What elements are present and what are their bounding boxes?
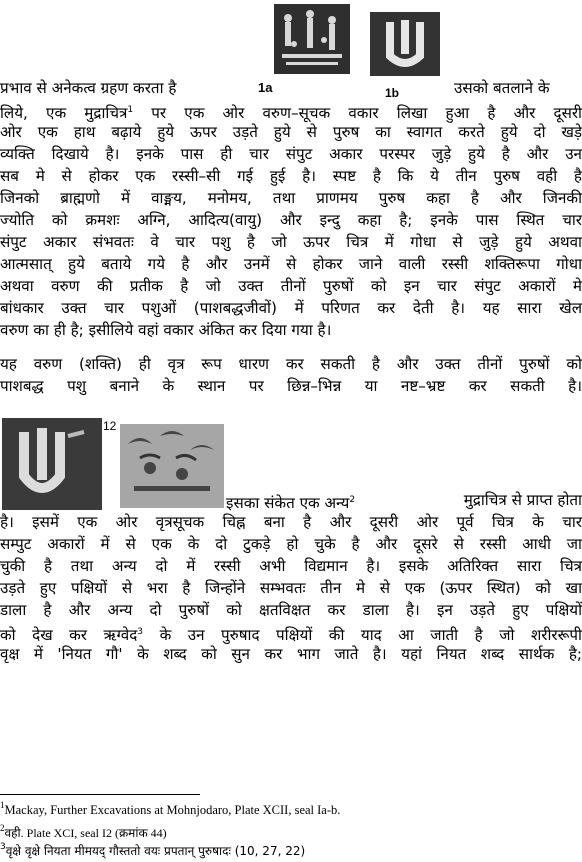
para1-line-1-end: उसको बतलाने के	[454, 79, 550, 97]
text-segment: लिये, एक मुद्राचित्र	[0, 104, 128, 122]
footnote-3	[0, 842, 305, 859]
footnote-2	[0, 823, 167, 841]
para1-line-6: जिनको ब्राह्मणो में वाङ्मय, मनोमय, तथा प्राणमय पुरुष कहा है और जिनकी	[0, 189, 582, 207]
figure-label-12: 12	[103, 419, 117, 433]
para3-line-4: चुकी है तथा अन्य दो में रस्सी अभी विद्यमान है। इसके अतिरिक्त सारा चित्र	[0, 557, 582, 575]
footnote-1-mark: 1	[0, 800, 5, 810]
para1-line-5: सब मे से होकर एक रस्सी–सी गई हुई है। स्पष्ट है कि ये तीन पुरुष वही है	[0, 167, 582, 185]
para1-line-10: अथवा वरुण की प्रतीक है जो उक्त तीनों पुरुषों को इन चार संपुट अकारों मे	[0, 277, 582, 295]
para2-line-2: पाशबद्ध पशु बनाने के स्थान पर छिन्न–भिन्न या नष्ट–भ्रष्ट कर सकती है।	[0, 377, 582, 395]
text-segment: इसका संकेत एक अन्य	[226, 494, 350, 512]
para2-line-1: यह वरुण (शक्ति) ही वृत्र रूप धारण कर सकती है और उक्त तीनों पुरुषों को	[0, 355, 582, 373]
para1-line-3: ओर एक हाथ बढ़ाये हुये ऊपर उड़ते हुये से पुरुष का स्वागत करते हुये दो खड़े	[0, 123, 582, 141]
para1-line-4: व्यक्ति दिखाये है। इनके पास ही चार संपुट अकार परस्पर जुड़े हुये है और उन	[0, 145, 582, 163]
footnote-ref-1: 1	[127, 105, 134, 115]
para1-line-12: वरुण का ही है; इसीलिये वहां वकार अंकित कर दिया गया है।	[0, 321, 332, 339]
para1-line-11: बांधकार उक्त चार पशुओं (पाशबद्धजीवों) में परिणत कर देती है। यह सारा खेल	[0, 299, 582, 317]
text-segment: पर एक ओर वरुण–सूचक वकार लिखा हुआ है और दूसरी	[151, 104, 582, 122]
seal-image-1a	[274, 4, 350, 74]
para3-line-1	[226, 490, 582, 514]
para1-line-7: ज्योति को क्रमशः अग्नि, आदित्य(वायु) और इन्दु कहा है; इनके पास स्थित चार	[0, 211, 582, 229]
text-segment: मुद्राचित्र से प्राप्त होता	[463, 491, 582, 509]
text-segment: प्रभाव से अनेकत्व ग्रहण करता है	[0, 79, 177, 97]
text-segment: को देख कर ऋग्वेद	[0, 626, 138, 644]
footnote-1	[0, 800, 340, 818]
footnote-2-mark: 2	[0, 823, 5, 833]
footnote-3-text: वृक्षे वृक्षे नियता मीमयद् गौस्ततो वयः प्रपतान् पुरुषादः (10, 27, 22)	[5, 844, 306, 858]
text-segment: के उन पुरुषाद पक्षियों की याद आ जाती है जो शरीररूपी	[159, 626, 582, 644]
seal-image-1b	[370, 12, 440, 76]
footnote-ref-3: 3	[137, 627, 144, 637]
footnote-1-text: Mackay, Further Excavations at Mohnjodaro, Plate XCII, seal Ia-b.	[4, 803, 341, 817]
seal-image-vritra-sign	[2, 418, 102, 510]
seal-1b-va-sign-icon	[370, 12, 440, 76]
footnote-2-text: वही. Plate XCI, seal I2 (क्रमांक 44)	[4, 826, 167, 840]
para1-line-9: आत्मसात् हुये बताये गये है और उनमें से होकर जाने वाली रस्सी शक्तिरूपा गोधा	[0, 255, 582, 273]
para1-line-8: संपुट अकार संभवतः वे चार पशु है जो ऊपर चित्र में गोधा से जुड़े हुये अथवा	[0, 233, 582, 251]
para3-line-8: वृक्ष में 'नियत गौ' के शब्द को सुन कर भाग जाते है। यहां नियत शब्द सार्थक है;	[0, 645, 582, 663]
footnote-3-mark: 3	[0, 842, 6, 852]
para3-line-6: डाला है और अन्य दो पुरुषों को क्षतविक्षत कर डाला है। इन उड़ते हुए पक्षियों	[0, 601, 582, 619]
seal-image-12	[120, 424, 224, 508]
footnote-separator	[0, 794, 200, 795]
text-segment-wrap	[226, 490, 355, 514]
para3-line-5: उड़ते हुए पक्षियों से भरा है जिन्होंने सम्भवतः तीन मे से एक (ऊपर स्थित) को खा	[0, 579, 582, 597]
footnote-ref-2: 2	[349, 495, 356, 505]
seal-12-birds-icon	[120, 424, 224, 508]
para1-line-2	[0, 100, 582, 124]
figure-label-1a: 1a	[258, 80, 273, 95]
para3-line-2: है। इसमें एक ओर वृत्रसूचक चिह्न बना है और दूसरी ओर पूर्व चित्र के चार	[0, 513, 582, 531]
para3-line-3: सम्पुट अकारों में से एक के दो टुकड़े हो चुके है और दूसरे से रस्सी आधी जा	[0, 535, 582, 553]
seal-vritra-sign-icon	[2, 418, 102, 510]
seal-1a-figures-icon	[274, 4, 350, 74]
figure-label-1b: 1b	[385, 86, 400, 100]
para3-line-7	[0, 622, 582, 646]
